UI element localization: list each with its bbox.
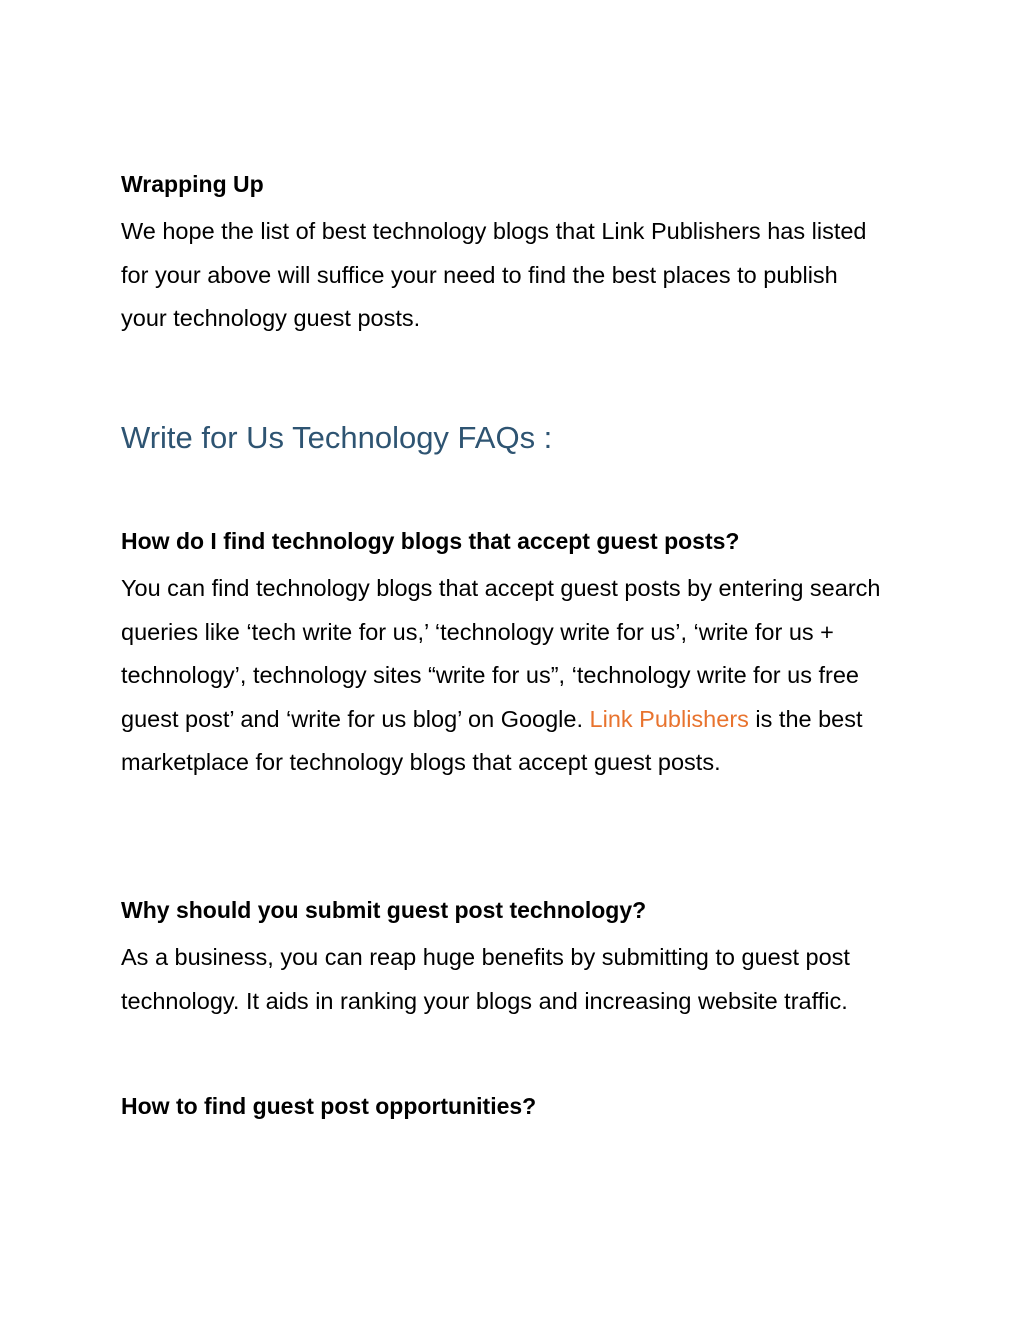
faq1-answer: [121, 567, 891, 785]
faq1-answer-text-end: is the best marketplace for technology blogs that accept guest posts.: [121, 705, 863, 775]
wrapping-up-paragraph: We hope the list of best technology blogs that Link Publishers has listed for your above will suffice your need to find the best places to publish your technology guest posts.: [121, 218, 867, 331]
faq-section-title: Write for Us Technology FAQs :: [121, 420, 553, 455]
faq2-answer: As a business, you can reap huge benefits by submitting to guest post technology. It aids in ranking your blogs and increasing website traffic.: [121, 944, 850, 1014]
link-publishers-link[interactable]: Link Publishers: [589, 705, 749, 732]
wrapping-up-heading: Wrapping Up: [121, 171, 264, 197]
faq3-question: How to find guest post opportunities?: [121, 1093, 537, 1119]
faq2-question: Why should you submit guest post technology?: [121, 897, 647, 923]
faq1-question: How do I find technology blogs that accept guest posts?: [121, 528, 740, 554]
faq1-answer-text-start: You can find technology blogs that accept guest posts by entering search queries like ‘tech write for us,’ ‘technology write for us’, ‘write for us + technology’, technology sites “write for us”, ‘technology write for us free guest post’ and ‘write for us blog’ on Google.: [121, 575, 881, 732]
